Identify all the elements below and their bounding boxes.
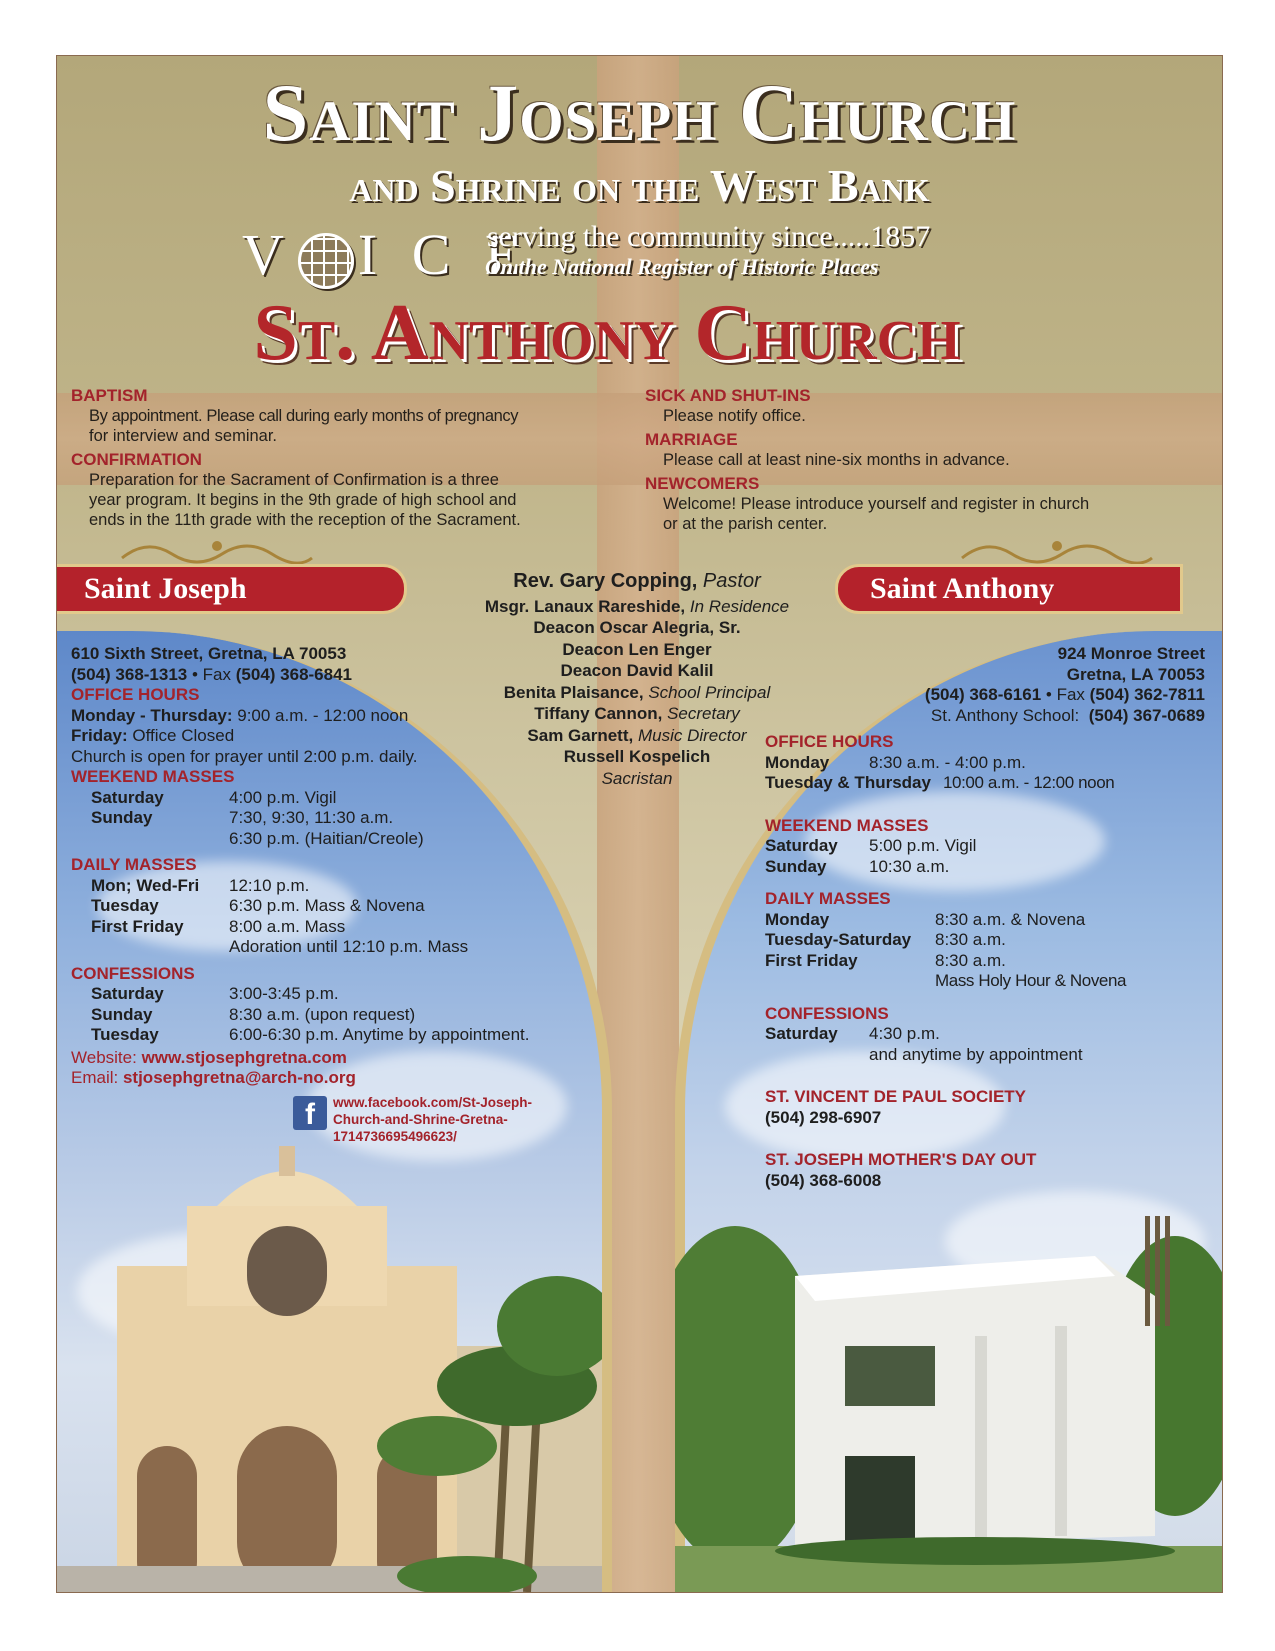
sa-schedule-row: Tuesday-Saturday 8:30 a.m. xyxy=(765,930,1006,949)
sj-schedule-row: Sunday 8:30 a.m. (upon request) xyxy=(91,1004,416,1024)
sj-email-link[interactable]: stjosephgretna@arch-no.org xyxy=(122,1068,356,1087)
marriage-heading: MARRIAGE xyxy=(645,430,738,449)
saint-anthony-info xyxy=(765,644,1205,1191)
sacraments-right xyxy=(645,386,1165,534)
sj-schedule-row: Tuesday 6:30 p.m. Mass & Novena xyxy=(91,896,425,915)
register-tagline: On the National Register of Historic Places xyxy=(485,254,879,279)
confirmation-heading: CONFIRMATION xyxy=(71,450,202,469)
baptism-line: By appointment. Please call during early months of pregnancy xyxy=(89,407,519,425)
sj-office-note: Church is open for prayer until 2:00 p.m. daily. xyxy=(71,746,418,766)
baptism-line: for interview and seminar. xyxy=(89,427,278,445)
ornament-icon xyxy=(957,536,1157,566)
main-title: Saint Joseph Church xyxy=(262,67,1017,158)
clergy-member: Deacon David Kalil xyxy=(560,661,714,680)
sa-schedule-row: Sunday 10:30 a.m. xyxy=(765,856,950,876)
sj-office-row: Friday: Office Closed xyxy=(71,726,235,745)
serving-tagline: serving the community since.....1857 xyxy=(487,220,931,253)
newcomers-heading: NEWCOMERS xyxy=(645,474,760,493)
sj-daily-heading: DAILY MASSES xyxy=(71,855,197,874)
sj-schedule-row: Adoration until 12:10 p.m. Mass xyxy=(229,937,469,956)
sa-schedule-row: Tuesday & Thursday 10:00 a.m. - 12:00 noon xyxy=(765,773,1115,792)
sa-phone-line: (504) 368-6161 • Fax (504) 362-7811 xyxy=(924,685,1205,704)
saint-anthony-church-photo xyxy=(675,1216,1222,1592)
sa-confessions-heading: CONFESSIONS xyxy=(765,1003,889,1023)
sj-schedule-row: Mon; Wed-Fri 12:10 p.m. xyxy=(91,875,310,895)
confirmation-line: year program. It begins in the 9th grade of high school and xyxy=(89,491,517,509)
sj-address: 610 Sixth Street, Gretna, LA 70053 xyxy=(71,644,347,663)
confirmation-line: ends in the 11th grade with the reception of the Sacrament. xyxy=(89,511,521,529)
clergy-member: Deacon Oscar Alegria, Sr. xyxy=(533,618,741,637)
sa-schedule-row: Saturday 4:30 p.m. xyxy=(765,1024,940,1043)
clergy-member: Msgr. Lanaux Rareshide, In Residence xyxy=(484,596,790,616)
baptism-heading: BAPTISM xyxy=(71,386,148,405)
sa-weekend-heading: WEEKEND MASSES xyxy=(765,815,929,835)
voice-logo-text-end: I C E xyxy=(357,222,531,287)
flyer-frame xyxy=(56,55,1223,1593)
main-subtitle: and Shrine on the West Bank xyxy=(349,160,930,211)
sj-schedule-row: Saturday 4:00 p.m. Vigil xyxy=(91,787,337,807)
sa-svdp-heading: ST. VINCENT DE PAUL SOCIETY xyxy=(765,1087,1027,1106)
sa-address: 924 Monroe Street xyxy=(1057,644,1205,663)
voice-logo-text-start: V xyxy=(242,222,294,287)
sj-schedule-row: 6:30 p.m. (Haitian/Creole) xyxy=(229,828,424,848)
sj-schedule-row: Sunday 7:30, 9:30, 11:30 a.m. xyxy=(91,808,394,827)
sa-mdo-phone: (504) 368-6008 xyxy=(765,1170,882,1190)
saint-anthony-banner: Saint Anthony xyxy=(835,564,1183,614)
clergy-pastor: Rev. Gary Copping, Pastor xyxy=(513,570,761,592)
newcomers-line: or at the parish center. xyxy=(663,515,828,533)
sj-website-link[interactable]: www.stjosephgretna.com xyxy=(141,1047,347,1067)
saint-joseph-banner: Saint Joseph xyxy=(56,564,407,614)
sa-daily-heading: DAILY MASSES xyxy=(765,889,891,908)
clergy-member: Deacon Len Enger xyxy=(562,639,712,659)
clergy-member: Benita Plaisance, School Principal xyxy=(503,682,771,702)
clergy-member: Russell Kospelich xyxy=(563,747,711,766)
confirmation-line: Preparation for the Sacrament of Confirmation is a three xyxy=(89,471,499,489)
sj-schedule-row: Tuesday 6:00-6:30 p.m. Anytime by appointment. xyxy=(91,1025,530,1044)
sa-schedule-row: Saturday 5:00 p.m. Vigil xyxy=(765,836,977,855)
sa-office-heading: OFFICE HOURS xyxy=(765,732,894,751)
sj-email: Email: stjosephgretna@arch-no.org xyxy=(71,1068,356,1087)
second-title: St. Anthony Church xyxy=(253,289,961,377)
marriage-line: Please call at least nine-six months in advance. xyxy=(663,451,1010,469)
sj-website: Website: www.stjosephgretna.com xyxy=(71,1047,347,1067)
sa-svdp-phone: (504) 298-6907 xyxy=(765,1107,882,1127)
ornament-icon xyxy=(117,536,317,566)
sa-schedule-row: First Friday 8:30 a.m. xyxy=(765,950,1006,970)
sj-facebook-link[interactable]: www.facebook.com/St-Joseph- Church-and-Shrine-Gretna- 1714736695496623/ xyxy=(333,1095,533,1144)
sa-mdo-heading: ST. JOSEPH MOTHER'S DAY OUT xyxy=(765,1150,1037,1169)
sa-schedule-row: Monday 8:30 a.m. - 4:00 p.m. xyxy=(765,752,1026,772)
clergy-member: Tiffany Cannon, Secretary xyxy=(534,704,740,723)
sj-schedule-row: Saturday 3:00-3:45 p.m. xyxy=(91,984,339,1003)
facebook-icon[interactable]: f xyxy=(293,1096,327,1130)
sa-address: Gretna, LA 70053 xyxy=(1066,664,1205,684)
sa-schedule-row: and anytime by appointment xyxy=(869,1044,1083,1064)
sj-office-row: Monday - Thursday: 9:00 a.m. - 12:00 noon xyxy=(71,705,409,725)
clergy-member: Sam Garnett, Music Director xyxy=(527,725,747,745)
sj-office-heading: OFFICE HOURS xyxy=(71,685,200,704)
sj-confessions-heading: CONFESSIONS xyxy=(71,963,195,983)
sick-line: Please notify office. xyxy=(663,407,806,425)
sj-weekend-heading: WEEKEND MASSES xyxy=(71,767,235,786)
sj-schedule-row: First Friday 8:00 a.m. Mass xyxy=(91,916,346,936)
clergy-role: Sacristan xyxy=(601,768,673,788)
saint-joseph-info xyxy=(71,644,571,1089)
sick-heading: SICK AND SHUT-INS xyxy=(645,386,811,405)
sacraments-left xyxy=(71,386,576,530)
sa-school-line: St. Anthony School: (504) 367-0689 xyxy=(930,705,1205,725)
globe-icon xyxy=(298,233,354,289)
sj-phone-line: (504) 368-1313 • Fax (504) 368-6841 xyxy=(71,664,353,684)
saint-joseph-church-photo xyxy=(57,1146,602,1592)
newcomers-line: Welcome! Please introduce yourself and register in church xyxy=(663,495,1090,513)
sa-schedule-row: Monday 8:30 a.m. & Novena xyxy=(765,909,1086,929)
sa-schedule-row: Mass Holy Hour & Novena xyxy=(935,971,1127,990)
